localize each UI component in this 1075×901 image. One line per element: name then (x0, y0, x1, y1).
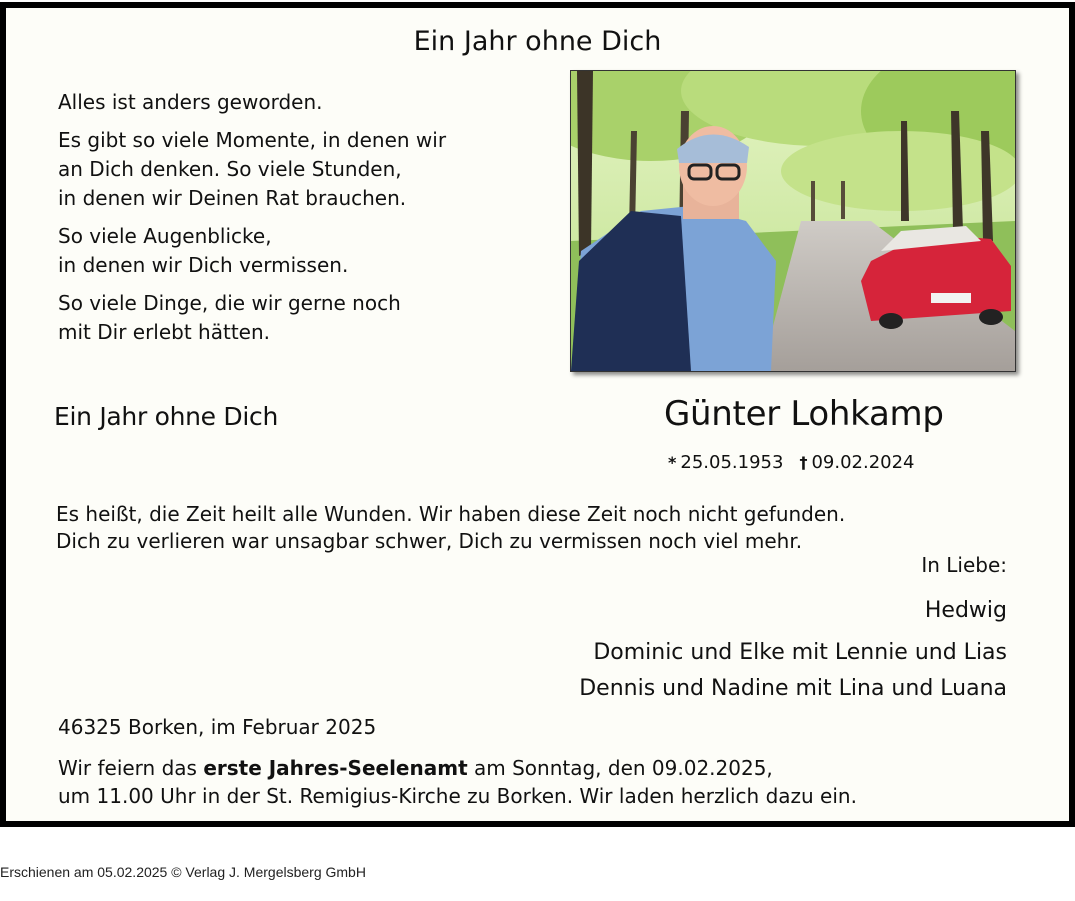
in-love-label: In Liebe: (921, 553, 1007, 577)
mourner-family: Dominic und Elke mit Lennie und Lias (593, 640, 1007, 665)
service-text: am Sonntag, den 09.02.2025, (467, 756, 773, 780)
service-announcement (58, 754, 857, 810)
deceased-name: Günter Lohkamp (664, 394, 944, 434)
birth-symbol: * (668, 453, 677, 472)
obituary-notice (0, 2, 1075, 827)
place-date: 46325 Borken, im Februar 2025 (58, 715, 377, 739)
birth-date: 25.05.1953 (680, 452, 784, 473)
poem-stanza: So viele Augenblicke, in denen wir Dich vermissen. (58, 224, 349, 277)
quote-line: Dich zu verlieren war unsagbar schwer, Dich zu vermissen noch viel mehr. (56, 529, 803, 553)
mourner-name: Hedwig (924, 598, 1007, 623)
death-date: 09.02.2024 (811, 452, 915, 473)
poem-stanza: Alles ist anders geworden. (58, 90, 323, 114)
mourner-family: Dennis und Nadine mit Lina und Luana (579, 676, 1007, 701)
death-symbol: † (799, 453, 808, 472)
service-text: Wir feiern das (58, 756, 204, 780)
portrait-photo (570, 70, 1016, 372)
life-dates (668, 452, 915, 473)
subtitle: Ein Jahr ohne Dich (54, 402, 278, 431)
quote (56, 501, 845, 555)
poem-stanza: So viele Dinge, die wir gerne noch mit Dir erlebt hätten. (58, 291, 401, 344)
poem-stanza: Es gibt so viele Momente, in denen wir an Dich denken. So viele Stunden, in denen wir Deinen Rat brauchen. (58, 128, 447, 210)
service-emphasis: erste Jahres-Seelenamt (203, 756, 468, 780)
service-line: um 11.00 Uhr in der St. Remigius-Kirche zu Borken. Wir laden herzlich dazu ein. (58, 784, 857, 808)
notice-title: Ein Jahr ohne Dich (413, 26, 662, 57)
quote-line: Es heißt, die Zeit heilt alle Wunden. Wir haben diese Zeit noch nicht gefunden. (56, 502, 846, 526)
poem (58, 88, 446, 356)
publication-footer: Erschienen am 05.02.2025 © Verlag J. Mergelsberg GmbH (0, 864, 366, 880)
